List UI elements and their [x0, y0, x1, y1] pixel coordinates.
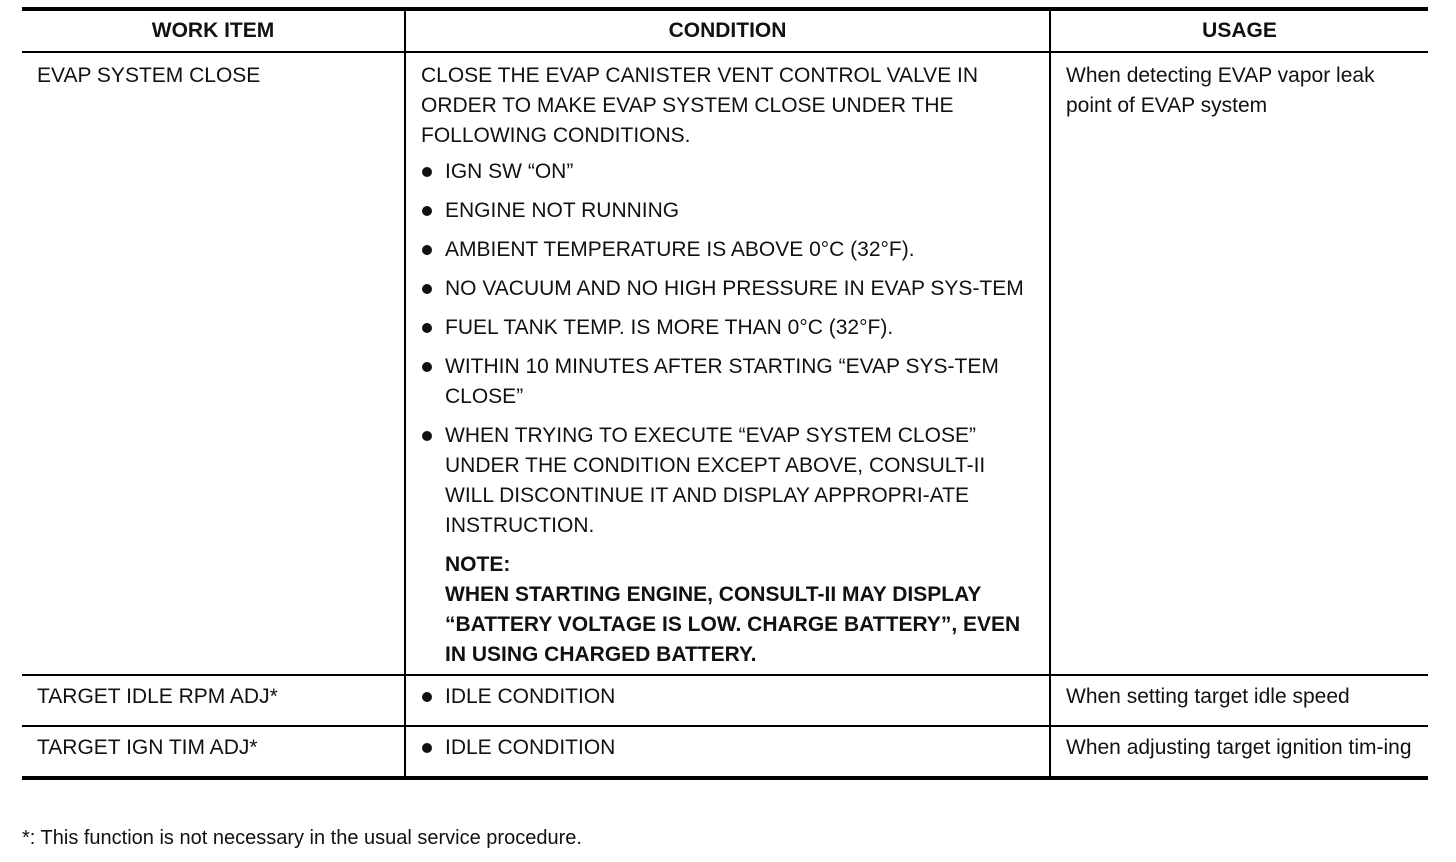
header-work-item: WORK ITEM [22, 9, 405, 52]
work-support-table [22, 7, 1428, 780]
footnote: *: This function is not necessary in the usual service procedure. [22, 827, 582, 849]
condition-item: IDLE CONDITION [421, 733, 1039, 763]
condition-item: NO VACUUM AND NO HIGH PRESSURE IN EVAP SYS-TEM [421, 274, 1039, 304]
usage-cell: When adjusting target ignition tim-ing [1050, 726, 1428, 778]
usage-cell: When setting target idle speed [1050, 675, 1428, 726]
work-item-cell: TARGET IGN TIM ADJ* [22, 726, 405, 778]
table-row [22, 675, 1428, 726]
note-title: NOTE: [445, 553, 511, 576]
condition-item: WITHIN 10 MINUTES AFTER STARTING “EVAP SYS-TEM CLOSE” [421, 352, 1039, 412]
header-condition: CONDITION [405, 9, 1050, 52]
condition-list [421, 733, 1039, 763]
usage-cell: When detecting EVAP vapor leak point of EVAP system [1050, 52, 1428, 675]
condition-list [421, 682, 1039, 712]
condition-item: AMBIENT TEMPERATURE IS ABOVE 0°C (32°F). [421, 235, 1039, 265]
condition-item: IDLE CONDITION [421, 682, 1039, 712]
table-row [22, 52, 1428, 675]
note-text: WHEN STARTING ENGINE, CONSULT-II MAY DISPLAY “BATTERY VOLTAGE IS LOW. CHARGE BATTERY”, EVEN IN USING CHARGED BATTERY. [445, 583, 1021, 666]
table-header-row [22, 9, 1428, 52]
work-item-cell: EVAP SYSTEM CLOSE [22, 52, 405, 675]
condition-cell [405, 52, 1050, 675]
condition-item: FUEL TANK TEMP. IS MORE THAN 0°C (32°F). [421, 313, 1039, 343]
header-usage: USAGE [1050, 9, 1428, 52]
table-row [22, 726, 1428, 778]
condition-list [421, 157, 1039, 541]
condition-intro: CLOSE THE EVAP CANISTER VENT CONTROL VALVE IN ORDER TO MAKE EVAP SYSTEM CLOSE UNDER THE FOLLOWING CONDITIONS. [421, 64, 979, 147]
condition-item: WHEN TRYING TO EXECUTE “EVAP SYSTEM CLOSE” UNDER THE CONDITION EXCEPT ABOVE, CONSULT-II WILL DISCONTINUE IT AND DISPLAY APPROPRI-ATE INSTRUCTION. [421, 421, 1039, 541]
condition-cell [405, 726, 1050, 778]
condition-item: IGN SW “ON” [421, 157, 1039, 187]
work-item-cell: TARGET IDLE RPM ADJ* [22, 675, 405, 726]
condition-item: ENGINE NOT RUNNING [421, 196, 1039, 226]
note-block [421, 550, 1039, 670]
condition-cell [405, 675, 1050, 726]
